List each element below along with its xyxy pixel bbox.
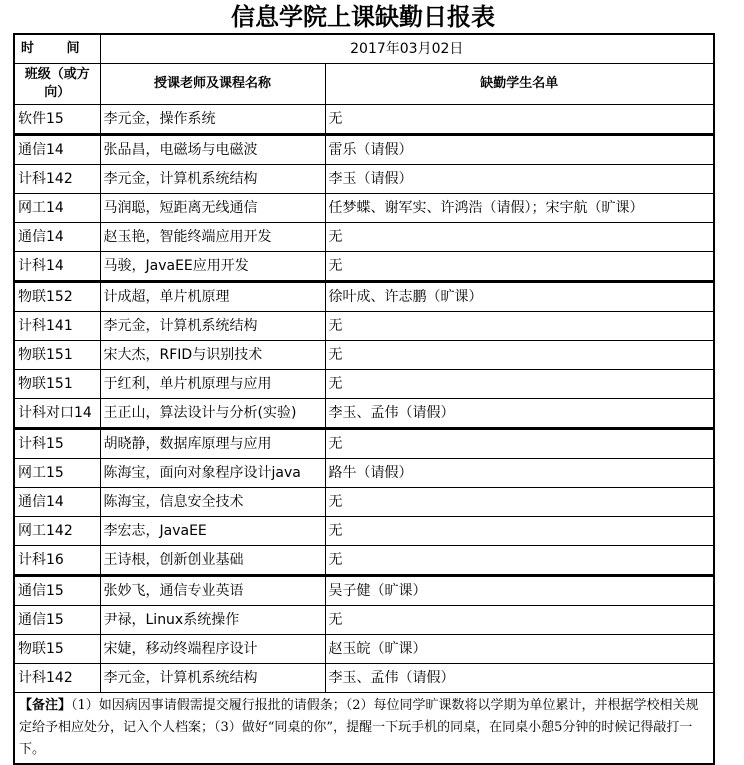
absent-students-cell: 无: [325, 341, 714, 370]
teacher-course-cell: 张妙飞，通信专业英语: [100, 576, 325, 606]
class-cell: 计科对口14: [14, 399, 100, 429]
absent-students-cell: 无: [325, 252, 714, 282]
teacher-course-cell: 李元金，计算机系统结构: [100, 312, 325, 341]
teacher-course-cell: 陈海宝，信息安全技术: [100, 488, 325, 517]
class-cell: 通信15: [14, 576, 100, 606]
absent-students-cell: 路牛（请假）: [325, 459, 714, 488]
class-cell: 网工15: [14, 459, 100, 488]
teacher-course-cell: 马润聪，短距离无线通信: [100, 194, 325, 223]
table-row: [14, 488, 714, 517]
absent-students-cell: 无: [325, 606, 714, 635]
header-class: 班级（或方向）: [14, 64, 100, 105]
class-cell: 计科142: [14, 664, 100, 693]
table-row: [14, 341, 714, 370]
teacher-course-cell: 李元金，计算机系统结构: [100, 664, 325, 693]
teacher-course-cell: 胡晓静，数据库原理与应用: [100, 429, 325, 459]
table-row: [14, 194, 714, 223]
class-cell: 计科142: [14, 165, 100, 194]
teacher-course-cell: 于红利，单片机原理与应用: [100, 370, 325, 399]
class-cell: 网工142: [14, 517, 100, 546]
class-cell: 网工14: [14, 194, 100, 223]
table-row: [14, 576, 714, 606]
teacher-course-cell: 赵玉艳，智能终端应用开发: [100, 223, 325, 252]
header-row: [14, 64, 714, 105]
table-row: [14, 635, 714, 664]
teacher-course-cell: 李元金，操作系统: [100, 105, 325, 135]
absent-students-cell: 李玉（请假）: [325, 165, 714, 194]
teacher-course-cell: 宋婕，移动终端程序设计: [100, 635, 325, 664]
class-cell: 通信14: [14, 488, 100, 517]
report-title: 信息学院上课缺勤日报表: [231, 3, 495, 31]
table-row: [14, 606, 714, 635]
table-row: [14, 399, 714, 429]
absent-students-cell: 李玉、孟伟（请假）: [325, 664, 714, 693]
class-cell: 计科15: [14, 429, 100, 459]
time-label: 时 间: [14, 34, 100, 64]
class-cell: 计科141: [14, 312, 100, 341]
date-row: [14, 34, 714, 64]
absent-students-cell: 无: [325, 517, 714, 546]
class-cell: 物联15: [14, 635, 100, 664]
class-cell: 通信14: [14, 135, 100, 165]
absent-students-cell: 吴子健（旷课）: [325, 576, 714, 606]
class-cell: 计科14: [14, 252, 100, 282]
table-row: [14, 312, 714, 341]
table-row: [14, 282, 714, 312]
teacher-course-cell: 陈海宝，面向对象程序设计java: [100, 459, 325, 488]
teacher-course-cell: 马骏，JavaEE应用开发: [100, 252, 325, 282]
absent-students-cell: 赵玉皖（旷课）: [325, 635, 714, 664]
class-cell: 物联151: [14, 341, 100, 370]
class-cell: 物联151: [14, 370, 100, 399]
teacher-course-cell: 宋大杰，RFID与识别技术: [100, 341, 325, 370]
table-row: [14, 223, 714, 252]
class-cell: 计科16: [14, 546, 100, 576]
absent-students-cell: 无: [325, 223, 714, 252]
table-row: [14, 546, 714, 576]
teacher-course-cell: 李宏志，JavaEE: [100, 517, 325, 546]
teacher-course-cell: 王诗根，创新创业基础: [100, 546, 325, 576]
attendance-table: [13, 33, 715, 765]
teacher-course-cell: 张品昌，电磁场与电磁波: [100, 135, 325, 165]
table-row: [14, 105, 714, 135]
table-row: [14, 429, 714, 459]
absent-students-cell: 无: [325, 105, 714, 135]
report-date: 2017年03月02日: [100, 34, 714, 64]
class-cell: 通信14: [14, 223, 100, 252]
absent-students-cell: 无: [325, 429, 714, 459]
class-cell: 物联152: [14, 282, 100, 312]
table-row: [14, 165, 714, 194]
absent-students-cell: 任梦蝶、谢军实、许鸿浩（请假）；宋宇航（旷课）: [325, 194, 714, 223]
notes-row: [14, 693, 714, 765]
header-absent-students: 缺勤学生名单: [325, 64, 714, 105]
header-teacher-course: 授课老师及课程名称: [100, 64, 325, 105]
teacher-course-cell: 王正山，算法设计与分析(实验): [100, 399, 325, 429]
absent-students-cell: 李玉、孟伟（请假）: [325, 399, 714, 429]
absent-students-cell: 无: [325, 488, 714, 517]
table-row: [14, 517, 714, 546]
absent-students-cell: 无: [325, 312, 714, 341]
notes-label: 【备注】: [19, 698, 72, 713]
class-cell: 软件15: [14, 105, 100, 135]
absent-students-cell: 徐叶成、许志鹏（旷课）: [325, 282, 714, 312]
teacher-course-cell: 计成超，单片机原理: [100, 282, 325, 312]
table-row: [14, 664, 714, 693]
absent-students-cell: 无: [325, 370, 714, 399]
table-row: [14, 459, 714, 488]
teacher-course-cell: 尹禄，Linux系统操作: [100, 606, 325, 635]
table-row: [14, 252, 714, 282]
absent-students-cell: 雷乐（请假）: [325, 135, 714, 165]
class-cell: 通信15: [14, 606, 100, 635]
table-row: [14, 135, 714, 165]
table-row: [14, 370, 714, 399]
notes-text: （1）如因病因事请假需提交履行报批的请假条；（2）每位同学旷课数将以学期为单位累计，并根据学校相关规定给予相应处分，记入个人档案；（3）做好“同桌的你”，提醒一下玩手机的同桌，在同桌小憩5分钟的时候记得敲打一下。: [19, 698, 699, 757]
teacher-course-cell: 李元金，计算机系统结构: [100, 165, 325, 194]
notes-cell: [14, 693, 714, 765]
absent-students-cell: 无: [325, 546, 714, 576]
